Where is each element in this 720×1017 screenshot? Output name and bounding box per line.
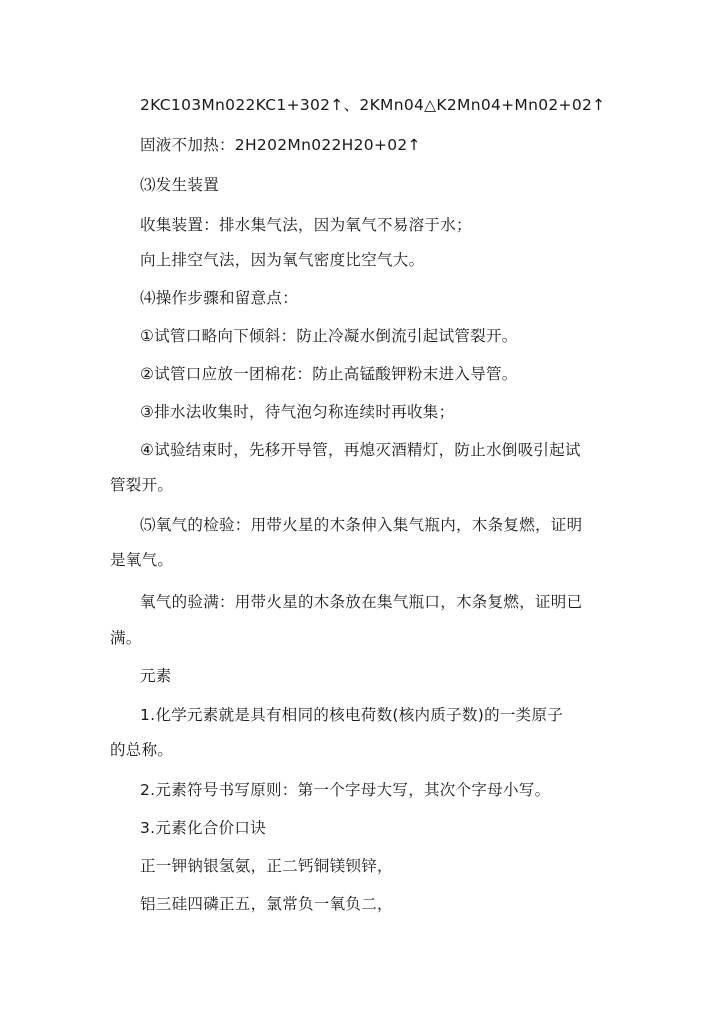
text-line: 管裂开。 bbox=[110, 476, 174, 494]
text-line: 是氧气。 bbox=[110, 551, 174, 569]
text-line: 1.化学元素就是具有相同的核电荷数(核内质子数)的一类原子 bbox=[140, 706, 564, 724]
text-line: ③排水法收集时，待气泡匀称连续时再收集； bbox=[140, 403, 455, 421]
text-line: 2KC103Mn022KC1+302↑、2KMn04△K2Mn04+Mn02+02↑ bbox=[140, 96, 606, 114]
text-line: 向上排空气法，因为氧气密度比空气大。 bbox=[140, 251, 425, 269]
text-line: ①试管口略向下倾斜：防止冷凝水倒流引起试管裂开。 bbox=[140, 327, 518, 345]
text-line: 收集装置：排水集气法，因为氧气不易溶于水； bbox=[140, 216, 472, 234]
text-line: 满。 bbox=[110, 629, 142, 647]
text-line: ②试管口应放一团棉花：防止高锰酸钾粉末进入导管。 bbox=[140, 365, 518, 383]
text-line: 3.元素化合价口诀 bbox=[140, 819, 266, 837]
text-line: 的总称。 bbox=[110, 741, 174, 759]
section-heading: 元素 bbox=[140, 667, 172, 685]
text-line: 氧气的验满：用带火星的木条放在集气瓶口，木条复燃，证明已 bbox=[140, 593, 583, 611]
text-line: 2.元素符号书写原则：第一个字母大写，其次个字母小写。 bbox=[140, 781, 551, 799]
text-line: ④试验结束时，先移开导管，再熄灭酒精灯，防止水倒吸引起试 bbox=[140, 441, 581, 459]
text-line: 铝三硅四磷正五，氯常负一氧负二， bbox=[140, 895, 393, 913]
text-line: ⑸氧气的检验：用带火星的木条伸入集气瓶内，木条复燃，证明 bbox=[140, 516, 583, 534]
text-line: ⑶发生装置 bbox=[140, 176, 220, 194]
text-line: 固液不加热：2H202Mn022H20+02↑ bbox=[140, 136, 421, 154]
text-line: 正一钾钠银氢氨，正二钙铜镁钡锌， bbox=[140, 857, 393, 875]
text-line: ⑷操作步骤和留意点： bbox=[140, 289, 299, 307]
